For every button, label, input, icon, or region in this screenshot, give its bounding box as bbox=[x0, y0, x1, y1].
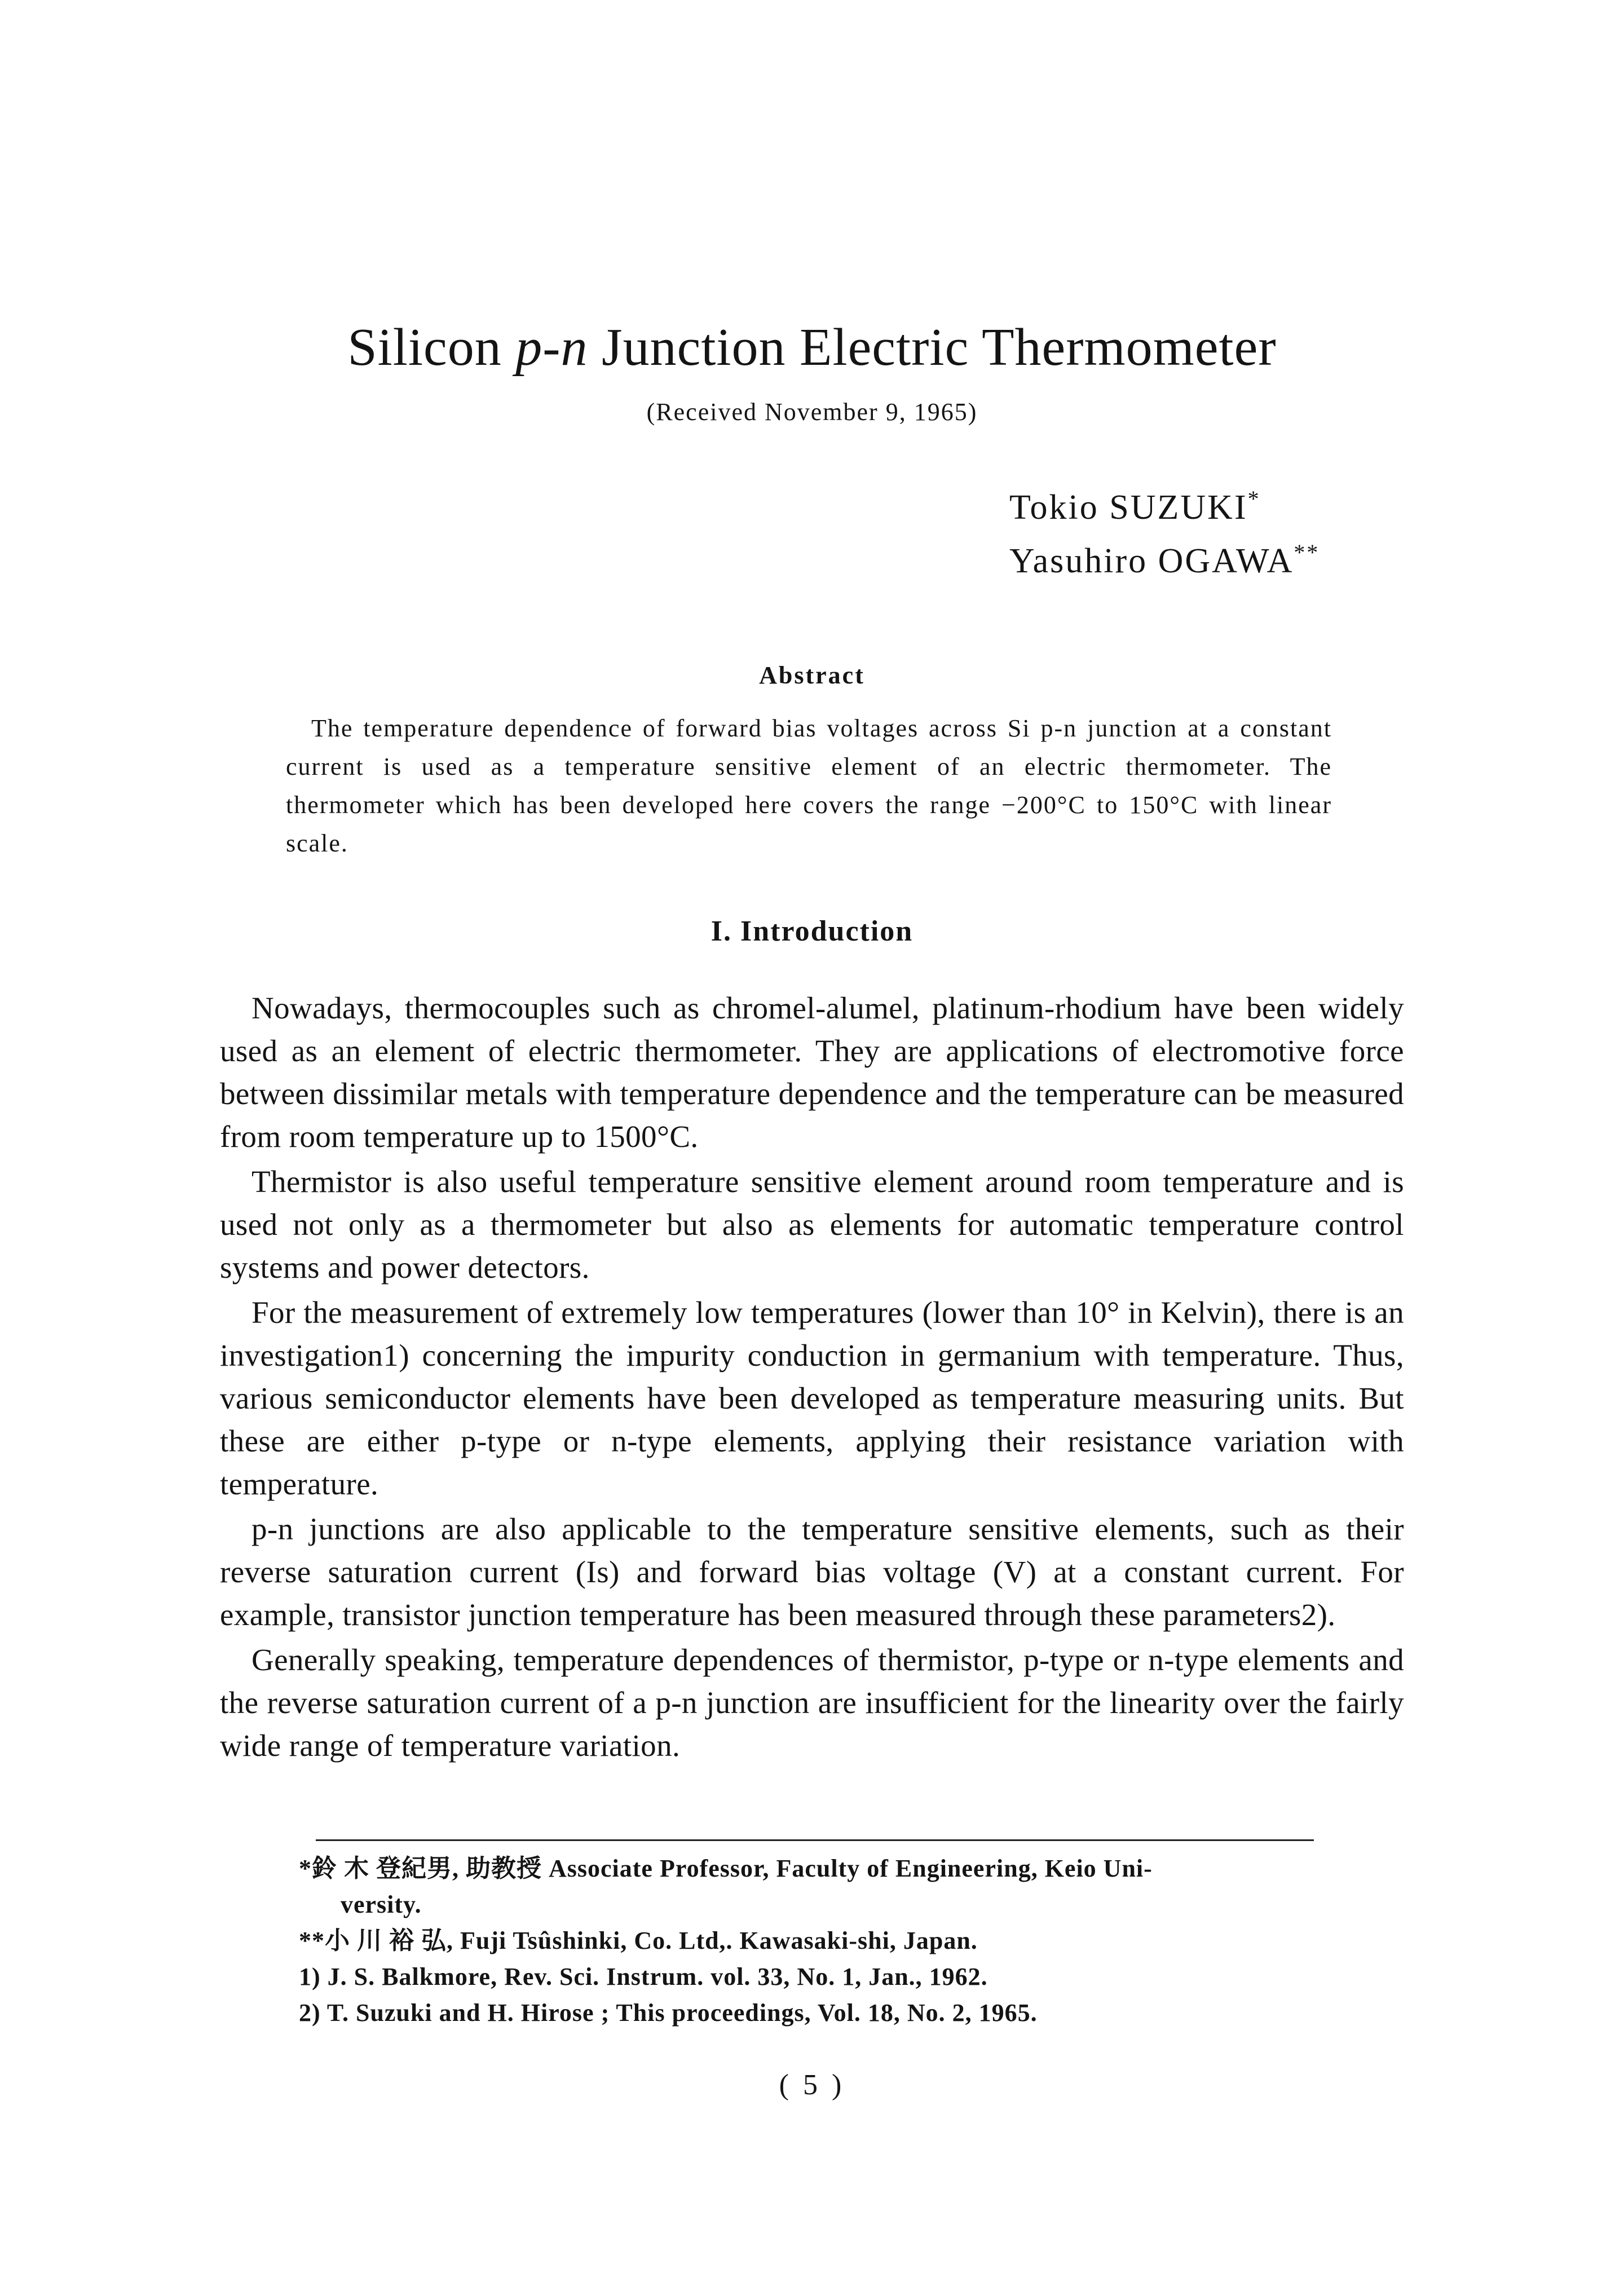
title-part-1: Silicon bbox=[347, 318, 516, 377]
paragraph: Nowadays, thermocouples such as chromel-alumel, platinum-rhodium have been widely used as an element of electric thermometer. They are applications of electromotive force between dissimilar metals with temperature dependence and the temperature can be measured from room temperature up to 1500°C. bbox=[220, 991, 1404, 1154]
title-part-2: Junction Electric Thermometer bbox=[588, 318, 1277, 377]
author-1-name: Tokio SUZUKI bbox=[1009, 488, 1248, 527]
title-italic-pn: p-n bbox=[515, 318, 588, 377]
author-2-name: Yasuhiro OGAWA bbox=[1009, 542, 1294, 580]
footnote-divider bbox=[316, 1839, 1314, 1841]
paragraph: p-n junctions are also applicable to the temperature sensitive elements, such as their reverse saturation current (Is) and forward bias voltage (V) at a constant current. For example, transistor junction temperature has been measured through these parameters2). bbox=[220, 1512, 1404, 1632]
section-heading-introduction: I. Introduction bbox=[710, 915, 914, 947]
paragraph: Thermistor is also useful temperature sensitive element around room temperature and is used not only as a thermometer but also as elements for automatic temperature control systems and power detectors. bbox=[220, 1164, 1404, 1285]
author-block bbox=[1009, 476, 1320, 584]
footnote-author-2: **小 川 裕 弘, Fuji Tsûshinki, Co. Ltd,. Kawasaki-shi, Japan. bbox=[299, 1927, 978, 1954]
paragraph: For the measurement of extremely low temperatures (lower than 10° in Kelvin), there is an investigation1) concerning the impurity conduction in germanium with temperature. Thus, various semiconductor elements have been developed as temperature measuring units. But these are either p-type or n-type elements, applying their resistance variation with temperature. bbox=[220, 1295, 1404, 1501]
paper-title bbox=[0, 316, 1624, 379]
footnotes bbox=[299, 1851, 1336, 2031]
paragraph: Generally speaking, temperature dependences of thermistor, p-type or n-type elements and the reverse saturation current of a p-n junction are insufficient for the linearity over the fairly wide range of temperature variation. bbox=[220, 1643, 1404, 1763]
received-date: (Received November 9, 1965) bbox=[646, 398, 978, 426]
introduction-body bbox=[220, 987, 1404, 1769]
footnote-author-1-line-1: *鈴 木 登紀男, 助教授 Associate Professor, Faculty of Engineering, Keio Uni- bbox=[299, 1855, 1153, 1882]
footnote-author-1-line-2: versity. bbox=[341, 1891, 422, 1918]
page-number: ( 5 ) bbox=[779, 2069, 845, 2101]
footnote-reference-2: 2) T. Suzuki and H. Hirose ; This proceedings, Vol. 18, No. 2, 1965. bbox=[299, 1999, 1038, 2027]
author-2-mark: ** bbox=[1294, 540, 1320, 565]
abstract-heading: Abstract bbox=[759, 661, 865, 689]
author-2 bbox=[1009, 530, 1320, 584]
footnote-reference-1: 1) J. S. Balkmore, Rev. Sci. Instrum. vol. 33, No. 1, Jan., 1962. bbox=[299, 1963, 988, 1990]
author-1 bbox=[1009, 476, 1320, 530]
abstract-text: The temperature dependence of forward bias voltages across Si p-n junction at a constant current is used as a temperature sensitive element of an electric thermometer. The thermometer which has been developed here covers the range −200°C to 150°C with linear scale. bbox=[286, 714, 1332, 857]
author-1-mark: * bbox=[1247, 486, 1261, 511]
